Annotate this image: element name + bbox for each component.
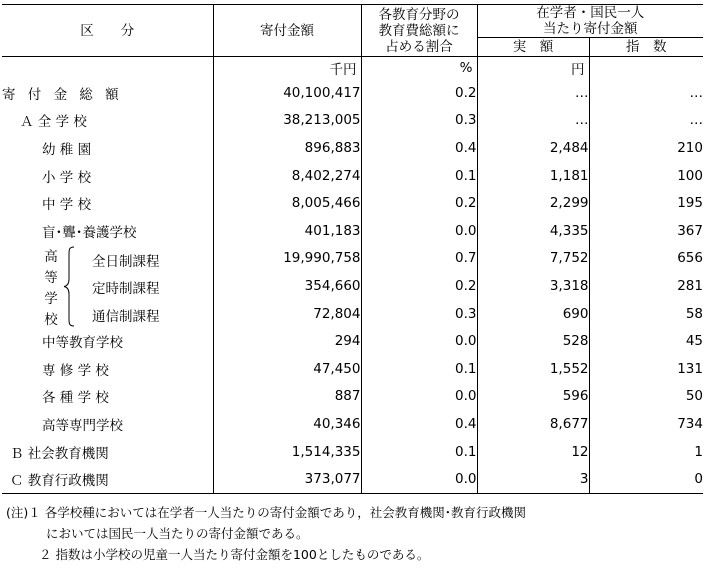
row-per-capita: 2,299 (477, 189, 589, 217)
row-per-capita: 7,752 (477, 245, 589, 273)
header-index: 指 数 (589, 38, 703, 57)
header-per-capita (477, 5, 703, 38)
table-row (2, 162, 703, 190)
row-index: 50 (685, 388, 703, 405)
row-share: 0.3 (361, 107, 477, 135)
row-per-capita: 528 (477, 327, 589, 355)
row-index: 656 (677, 250, 703, 267)
row-share: 0.0 (361, 327, 477, 355)
row-index: 131 (677, 360, 703, 377)
row-index: 0 (589, 465, 703, 493)
row-label: 全日制課程 (92, 253, 160, 270)
row-index: 734 (677, 415, 703, 432)
row-amount: 8,402,274 (213, 162, 361, 190)
row-amount: 896,883 (213, 134, 361, 162)
header-category: 区 分 (2, 5, 213, 57)
row-index: … (689, 84, 703, 101)
row-label: 小 学 校 (2, 162, 213, 190)
row-label: 幼 稚 園 (2, 134, 213, 162)
high-school-group (2, 245, 213, 328)
unit-per-capita: 円 (477, 57, 589, 80)
high-school-char: 高 (44, 248, 58, 265)
row-amount: 40,346 (213, 410, 361, 438)
header-share-line-1: 各教育分野の (378, 6, 460, 23)
row-amount: 47,450 (213, 355, 361, 383)
row-index: 58 (685, 305, 703, 322)
row-share: 0.7 (361, 245, 477, 273)
row-amount: 294 (213, 327, 361, 355)
row-per-capita: 1,181 (477, 162, 589, 190)
row-share: 0.1 (361, 438, 477, 466)
row-per-capita: 3,318 (477, 272, 589, 300)
table-row (2, 134, 703, 162)
table-row (2, 438, 703, 466)
row-label: 中 学 校 (2, 189, 213, 217)
units-blank (2, 57, 213, 80)
row-amount: 40,100,417 (213, 79, 361, 107)
header-share (361, 5, 477, 57)
row-label: Ｂ 社会教育機関 (2, 438, 213, 466)
row-index: … (689, 112, 703, 129)
brace-icon (62, 245, 76, 328)
row-share: 0.2 (361, 272, 477, 300)
row-amount: 19,990,758 (213, 245, 361, 273)
table-row (2, 217, 703, 245)
table-row (2, 79, 703, 107)
donation-table (2, 4, 703, 494)
row-index: 367 (677, 222, 703, 239)
high-school-char: 学 (44, 290, 58, 307)
header-per-capita-line-1: 在学者・国民一人 (536, 5, 645, 21)
row-index: 195 (677, 195, 703, 212)
row-share: 0.0 (361, 465, 477, 493)
high-school-char: 等 (44, 269, 58, 286)
row-per-capita: 2,484 (477, 134, 589, 162)
row-index: 210 (677, 139, 703, 156)
table-row (2, 355, 703, 383)
header-donation-amount: 寄付金額 (213, 5, 361, 57)
row-label: 専 修 学 校 (2, 355, 213, 383)
row-label: Ｃ 教育行政機関 (2, 465, 213, 493)
row-per-capita: … (477, 79, 589, 107)
table-row (2, 465, 703, 493)
note-line-3: ２ 指数は小学校の児童一人当たり寄付金額を100としたものである。 (39, 547, 430, 562)
footnotes (6, 502, 526, 565)
row-per-capita: 8,677 (477, 410, 589, 438)
row-label: 通信制課程 (92, 308, 160, 325)
table-row (2, 245, 703, 273)
header-share-line-3: 占める割合 (385, 38, 453, 55)
row-label: 寄 付 金 総 額 (2, 79, 213, 107)
high-school-char: 校 (44, 311, 58, 328)
row-per-capita: 3 (477, 465, 589, 493)
row-share: 0.1 (361, 162, 477, 190)
row-label: 各 種 学 校 (2, 383, 213, 411)
note-line-2: においては国民一人当たりの寄付金額である。 (46, 526, 309, 541)
row-label: 中等教育学校 (2, 327, 213, 355)
row-label: Ａ 全 学 校 (2, 107, 213, 135)
unit-amount: 千円 (213, 57, 361, 80)
row-amount: 401,183 (213, 217, 361, 245)
row-per-capita: 596 (477, 383, 589, 411)
row-label: 定時制課程 (92, 280, 160, 297)
row-amount: 887 (213, 383, 361, 411)
row-share: 0.1 (361, 355, 477, 383)
row-amount: 38,213,005 (213, 107, 361, 135)
row-per-capita: 690 (477, 300, 589, 328)
row-label: 高等専門学校 (2, 410, 213, 438)
unit-share: % (361, 57, 477, 80)
header-per-capita-line-2: 当たり寄付金額 (543, 21, 638, 37)
table-row (2, 107, 703, 135)
unit-index-blank (589, 57, 703, 80)
row-amount: 354,660 (213, 272, 361, 300)
row-label: 盲･聾･養護学校 (2, 217, 213, 245)
row-index: 1 (694, 443, 703, 460)
row-amount: 72,804 (213, 300, 361, 328)
note-line-1: (注)１ 各学校種においては在学者一人当たりの寄付金額であり，社会教育機関･教育行政機関 (6, 505, 526, 520)
header-share-line-2: 教育費総額に (378, 22, 460, 39)
row-per-capita: … (477, 107, 589, 135)
row-amount: 373,077 (213, 465, 361, 493)
row-per-capita: 12 (477, 438, 589, 466)
row-share: 0.3 (361, 300, 477, 328)
row-share: 0.2 (361, 79, 477, 107)
row-amount: 1,514,335 (213, 438, 361, 466)
row-index: 100 (677, 167, 703, 184)
row-index: 281 (677, 277, 703, 294)
table-row (2, 410, 703, 438)
row-amount: 8,005,466 (213, 189, 361, 217)
row-per-capita: 4,335 (477, 217, 589, 245)
row-share: 0.0 (361, 383, 477, 411)
header-actual-amount: 実 額 (477, 38, 589, 57)
row-share: 0.4 (361, 410, 477, 438)
row-per-capita: 1,552 (477, 355, 589, 383)
table-row (2, 327, 703, 355)
table-row (2, 383, 703, 411)
row-index: 45 (685, 333, 703, 350)
row-share: 0.0 (361, 217, 477, 245)
table-row (2, 189, 703, 217)
row-share: 0.2 (361, 189, 477, 217)
row-share: 0.4 (361, 134, 477, 162)
